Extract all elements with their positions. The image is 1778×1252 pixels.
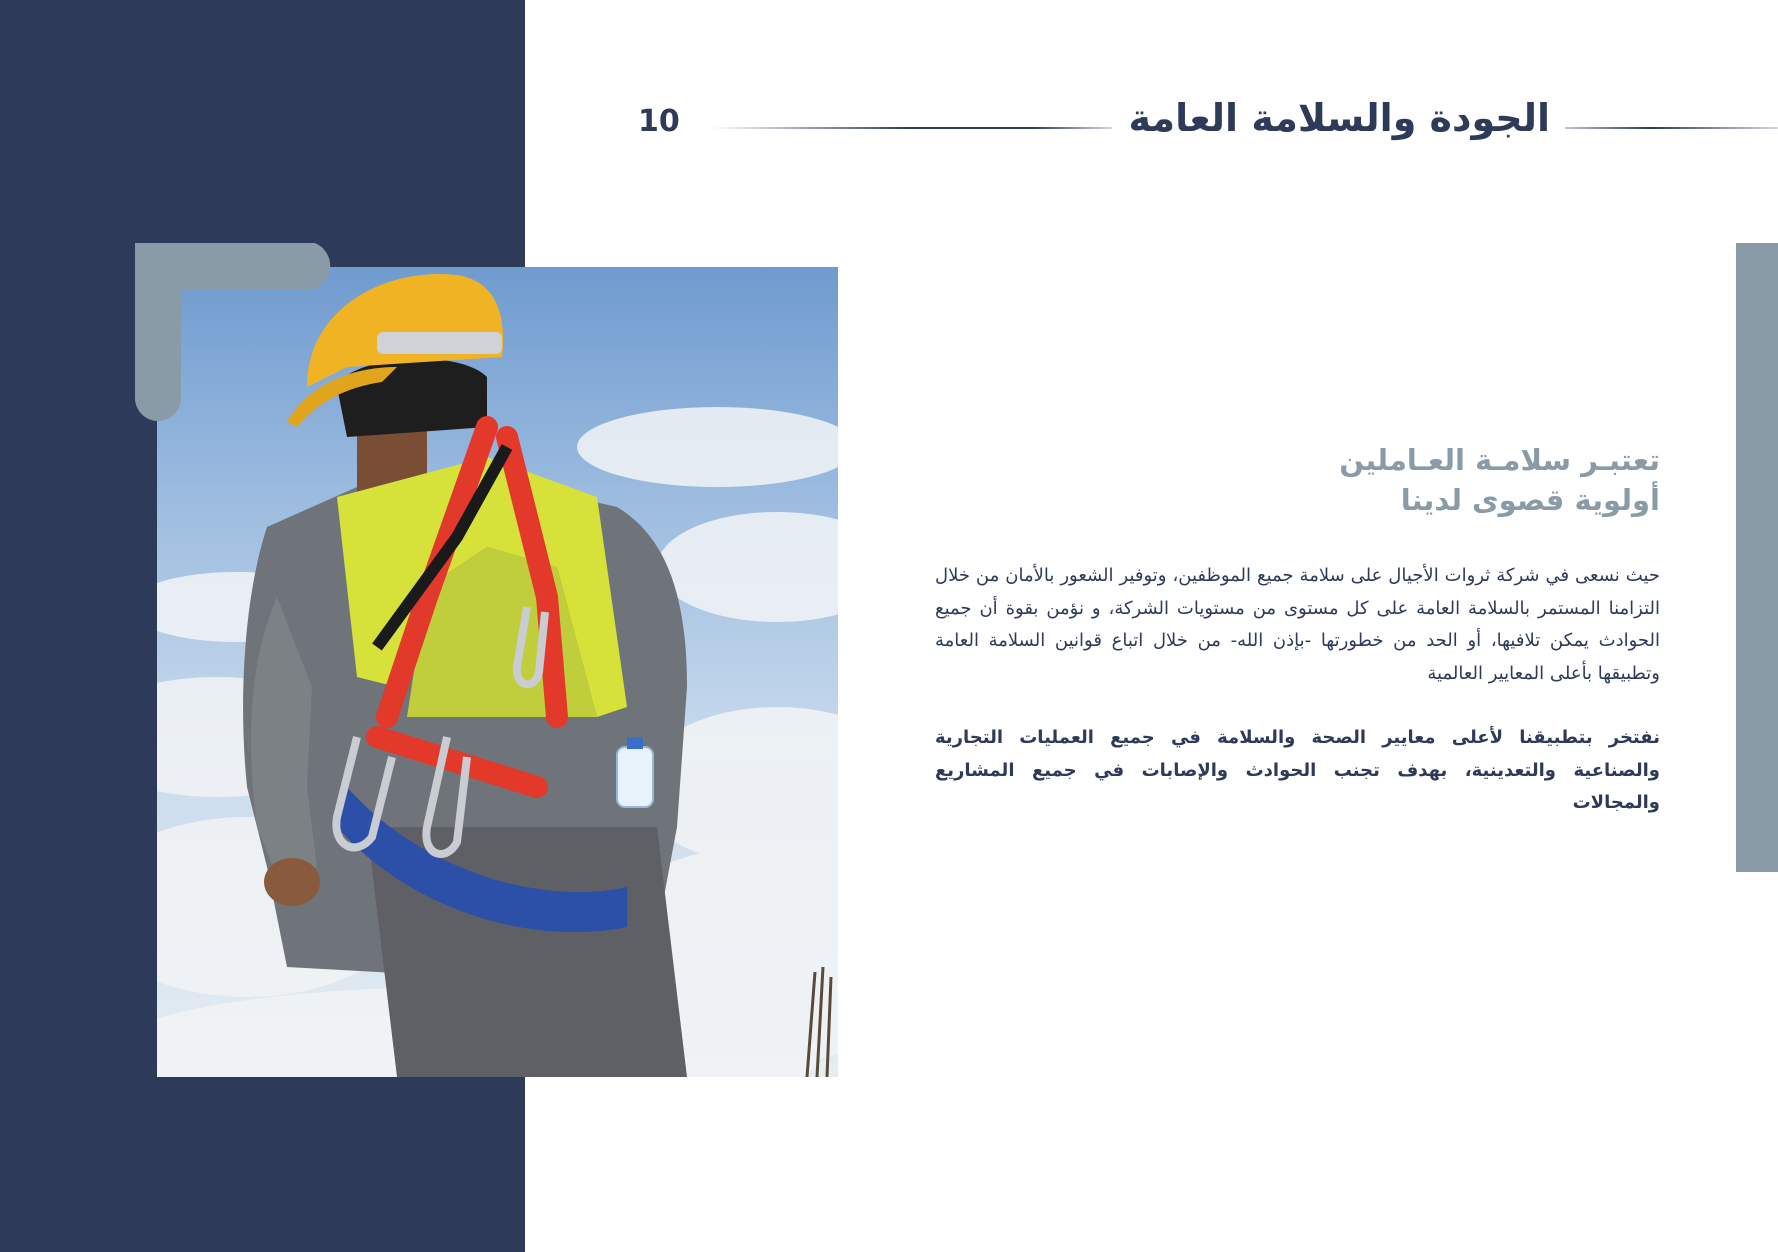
bottle-cap xyxy=(627,737,643,749)
water-bottle xyxy=(617,747,653,807)
body-paragraph-1: حيث نسعى في شركة ثروات الأجيال على سلامة جميع الموظفين، وتوفير الشعور بالأمان من خلال التزامنا المستمر بالسلامة العامة على كل مستوى من مستويات الشركة، و نؤمن بقوة أن جميع الحوادث يمكن تلافيها، أو الحد من خطورتها -بإذن الله- من خلال اتباع قوانين السلامة العامة وتطبيقها بأعلى المعايير العالمية xyxy=(935,565,1660,684)
section-subtitle xyxy=(1100,440,1660,520)
right-accent-bar xyxy=(1736,243,1778,872)
hand xyxy=(264,858,320,906)
subtitle-line-1: تعتبـر سلامـة العـاملين xyxy=(1339,443,1660,477)
title-divider-left xyxy=(712,127,1112,129)
hair xyxy=(337,359,487,437)
body-paragraph-2: نفتخر بتطبيقنا لأعلى معايير الصحة والسلامة في جميع العمليات التجارية والصناعية والتعدينية، بهدف تجنب الحوادث والإصابات في جميع المشاريع والمجالات xyxy=(935,727,1660,813)
photo-corner-accent xyxy=(135,243,340,423)
page-title: الجودة والسلامة العامة xyxy=(1128,96,1550,140)
subtitle-line-2: أولوية قصوى لدينا xyxy=(1400,483,1660,517)
helmet-strap xyxy=(377,332,502,354)
page-number: 10 xyxy=(638,104,680,139)
title-divider-right xyxy=(1565,127,1778,129)
